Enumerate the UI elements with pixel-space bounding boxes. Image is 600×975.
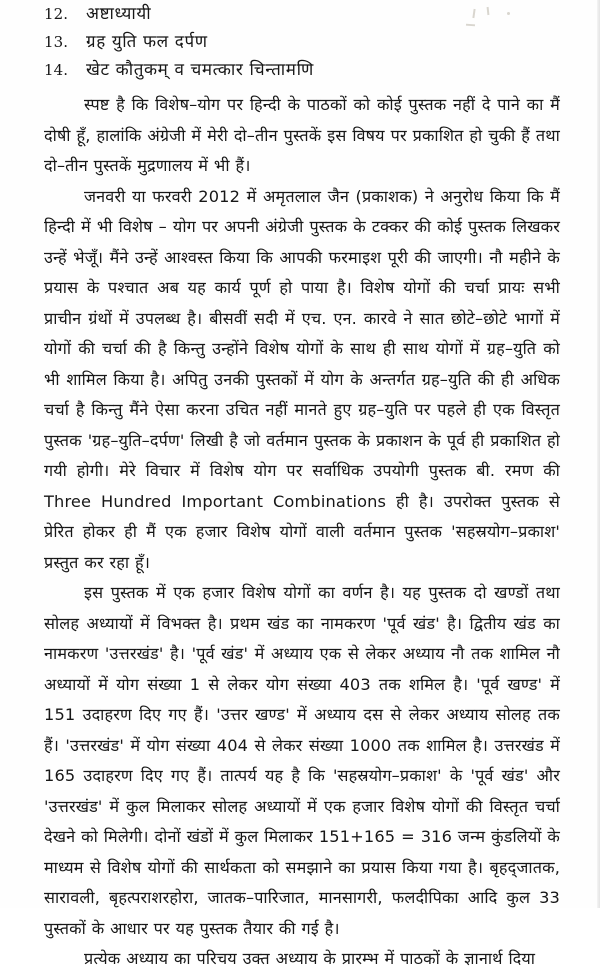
list-item-number: 12. (44, 5, 69, 23)
paragraph-2: जनवरी या फरवरी 2012 में अमृतलाल जैन (प्रकाशक) ने अनुरोध किया कि मैं हिन्दी में भी विशेष – योग पर अपनी अंग्रेजी पुस्तक के टक्कर की कोई पुस्तक लिखकर उन्हें भेजूँ। मैंने उन्हें आश्वस्त किया कि आपकी फरमाइश पूरी की जाएगी। नौ महीने के प्रयास के पश्चात अब यह कार्य पूर्ण हो पाया है। विशेष योगों की चर्चा प्रायः सभी प्राचीन ग्रंथों में उपलब्ध है। बीसवीं सदी में एच. एन. कारवे ने सात छोटे–छोटे भागों में योगों की चर्चा की है किन्तु उन्होंने विशेष योगों के साथ ही साथ योगों में ग्रह–युति को भी शामिल किया है। अपितु उनकी पुस्तकों में योग के अन्तर्गत ग्रह–युति की ही अधिक चर्चा है किन्तु मैंने ऐसा करना उचित नहीं मानते हुए ग्रह–युति पर पहले ही एक विस्तृत पुस्तक 'ग्रह–युति–दर्पण' लिखी है जो वर्तमान पुस्तक के प्रकाशन के पूर्व ही प्रकाशित हो गयी होगी। मेरे विचार में विशेष योग पर सर्वाधिक उपयोगी पुस्तक बी. रमण की Three Hundred Important Combinations ही है। उपरोक्त पुस्तक से प्रेरित होकर ही मैं एक हजार विशेष योगों वाली वर्तमान पुस्तक 'सहस्रयोग–प्रकाश' प्रस्तुत कर रहा हूँ। (44, 186, 560, 572)
paragraph-3: इस पुस्तक में एक हजार विशेष योगों का वर्णन है। यह पुस्तक दो खण्डों तथा सोलह अध्यायों में विभक्त है। प्रथम खंड का नामकरण 'पूर्व खंड' है। द्वितीय खंड का नामकरण 'उत्तरखंड' है। 'पूर्व खंड' में अध्याय एक से लेकर अध्याय नौ तक शामिल नौ अध्यायों में योग संख्या 1 से लेकर योग संख्या 403 तक शमिल है। 'पूर्व खण्ड' में 151 उदाहरण दिए गए हैं। 'उत्तर खण्ड' में अध्याय दस से लेकर अध्याय सोलह तक हैं। 'उत्तरखंड' में योग संख्या 404 से लेकर संख्या 1000 तक शामिल है। उत्तरखंड में 165 उदाहरण दिए गए हैं। तात्पर्य यह है कि 'सहस्रयोग–प्रकाश' के 'पूर्व खंड' और 'उत्तरखंड' में कुल मिलाकर सोलह अध्यायों में एक हजार विशेष योगों की विस्तृत चर्चा देखने को मिलेगी। दोनों खंडों में कुल मिलाकर 151+165 = 316 जन्म कुंडलियों के माध्यम से विशेष योगों की सार्थकता को समझाने का प्रयास किया गया है। बृहद्जातक, सारावली, बृहत्पराशरहोरा, जातक–पारिजात, मानसागरी, फलदीपिका आदि कुल 33 पुस्तकों के आधार पर यह पुस्तक तैयार की गई है। (44, 583, 560, 938)
list-item-label: खेट कौतुकम् व चमत्कार चिन्तामणि (86, 60, 314, 80)
paragraph-1: स्पष्ट है कि विशेष–योग पर हिन्दी के पाठकों को कोई पुस्तक नहीं दे पाने का मैं दोषी हूँ, हालांकि अंग्रेजी में मेरी दो–तीन पुस्तकें इस विषय पर प्रकाशित हो चुकी हैं तथा दो–तीन पुस्तकें मुद्रणालय में भी हैं। (44, 95, 560, 175)
book-list (44, 0, 560, 79)
list-item (44, 0, 560, 23)
list-item-label: अष्टाध्यायी (86, 4, 152, 24)
page-content (44, 0, 560, 975)
list-item (44, 62, 560, 79)
list-item (44, 34, 560, 51)
paragraph-4: प्रत्येक अध्याय का परिचय उक्त अध्याय के प्रारम्भ में पाठकों के ज्ञानार्थ दिया (84, 949, 536, 968)
list-item-label: ग्रह युति फल दर्पण (86, 32, 208, 52)
list-item-number: 13. (44, 33, 69, 51)
list-item-number: 14. (44, 61, 69, 79)
